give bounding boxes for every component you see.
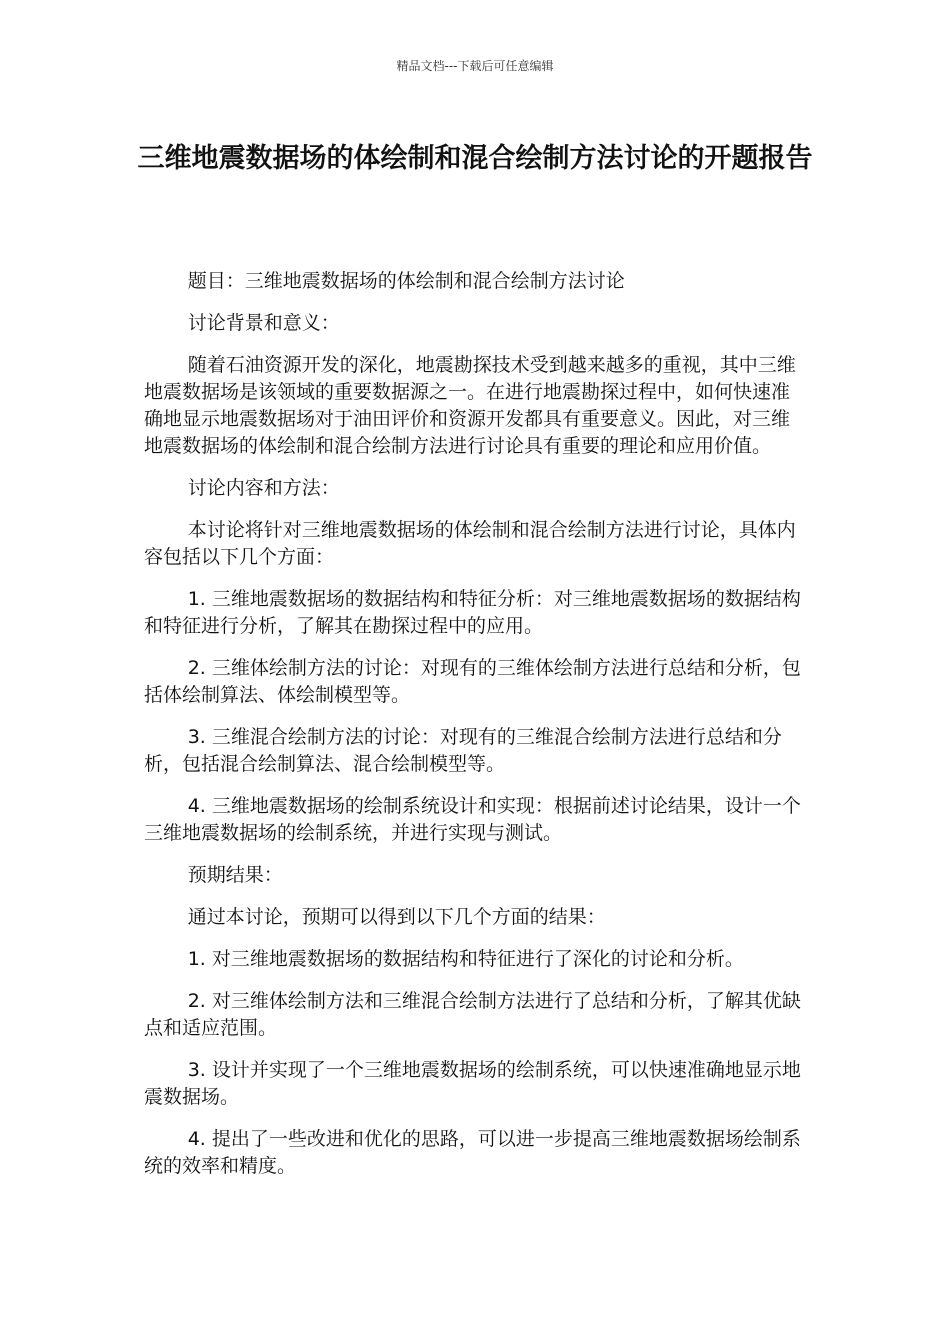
list-item-content-3: 3. 三维混合绘制方法的讨论：对现有的三维混合绘制方法进行总结和分析，包括混合绘制算法、混合绘制模型等。: [144, 726, 782, 775]
list-item-result-2: 2. 对三维体绘制方法和三维混合绘制方法进行了总结和分析，了解其优缺点和适应范围。: [144, 990, 801, 1039]
heading-expected-results: 预期结果：: [187, 864, 283, 886]
paragraph-content-intro: 本讨论将针对三维地震数据场的体绘制和混合绘制方法进行讨论，具体内容包括以下几个方面：: [144, 519, 796, 568]
list-item-content-2: 2. 三维体绘制方法的讨论：对现有的三维体绘制方法进行总结和分析，包括体绘制算法、体绘制模型等。: [144, 657, 801, 706]
document-body: [144, 268, 804, 1195]
list-item-content-4: 4. 三维地震数据场的绘制系统设计和实现：根据前述讨论结果，设计一个三维地震数据场的绘制系统，并进行实现与测试。: [144, 795, 801, 844]
heading-background: 讨论背景和意义：: [187, 312, 340, 334]
list-item-content-1: 1. 三维地震数据场的数据结构和特征分析：对三维地震数据场的数据结构和特征进行分析，了解其在勘探过程中的应用。: [144, 588, 801, 637]
paragraph-results-intro: 通过本讨论，预期可以得到以下几个方面的结果：: [187, 906, 606, 928]
list-item-result-1: 1. 对三维地震数据场的数据结构和特征进行了深化的讨论和分析。: [187, 948, 744, 970]
paragraph-topic: 题目：三维地震数据场的体绘制和混合绘制方法讨论: [187, 270, 625, 292]
list-item-result-4: 4. 提出了一些改进和优化的思路，可以进一步提高三维地震数据场绘制系统的效率和精度。: [144, 1128, 801, 1177]
list-item-result-3: 3. 设计并实现了一个三维地震数据场的绘制系统，可以快速准确地显示地震数据场。: [144, 1059, 801, 1108]
header-note: 精品文档---下载后可任意编辑: [396, 59, 554, 73]
document-title: 三维地震数据场的体绘制和混合绘制方法讨论的开题报告: [137, 143, 813, 174]
paragraph-background: 随着石油资源开发的深化，地震勘探技术受到越来越多的重视，其中三维地震数据场是该领域的重要数据源之一。在进行地震勘探过程中，如何快速准确地显示地震数据场对于油田评价和资源开发都具有重要意义。因此，对三维地震数据场的体绘制和混合绘制方法进行讨论具有重要的理论和应用价值。: [144, 354, 796, 457]
heading-content-methods: 讨论内容和方法：: [187, 477, 340, 499]
